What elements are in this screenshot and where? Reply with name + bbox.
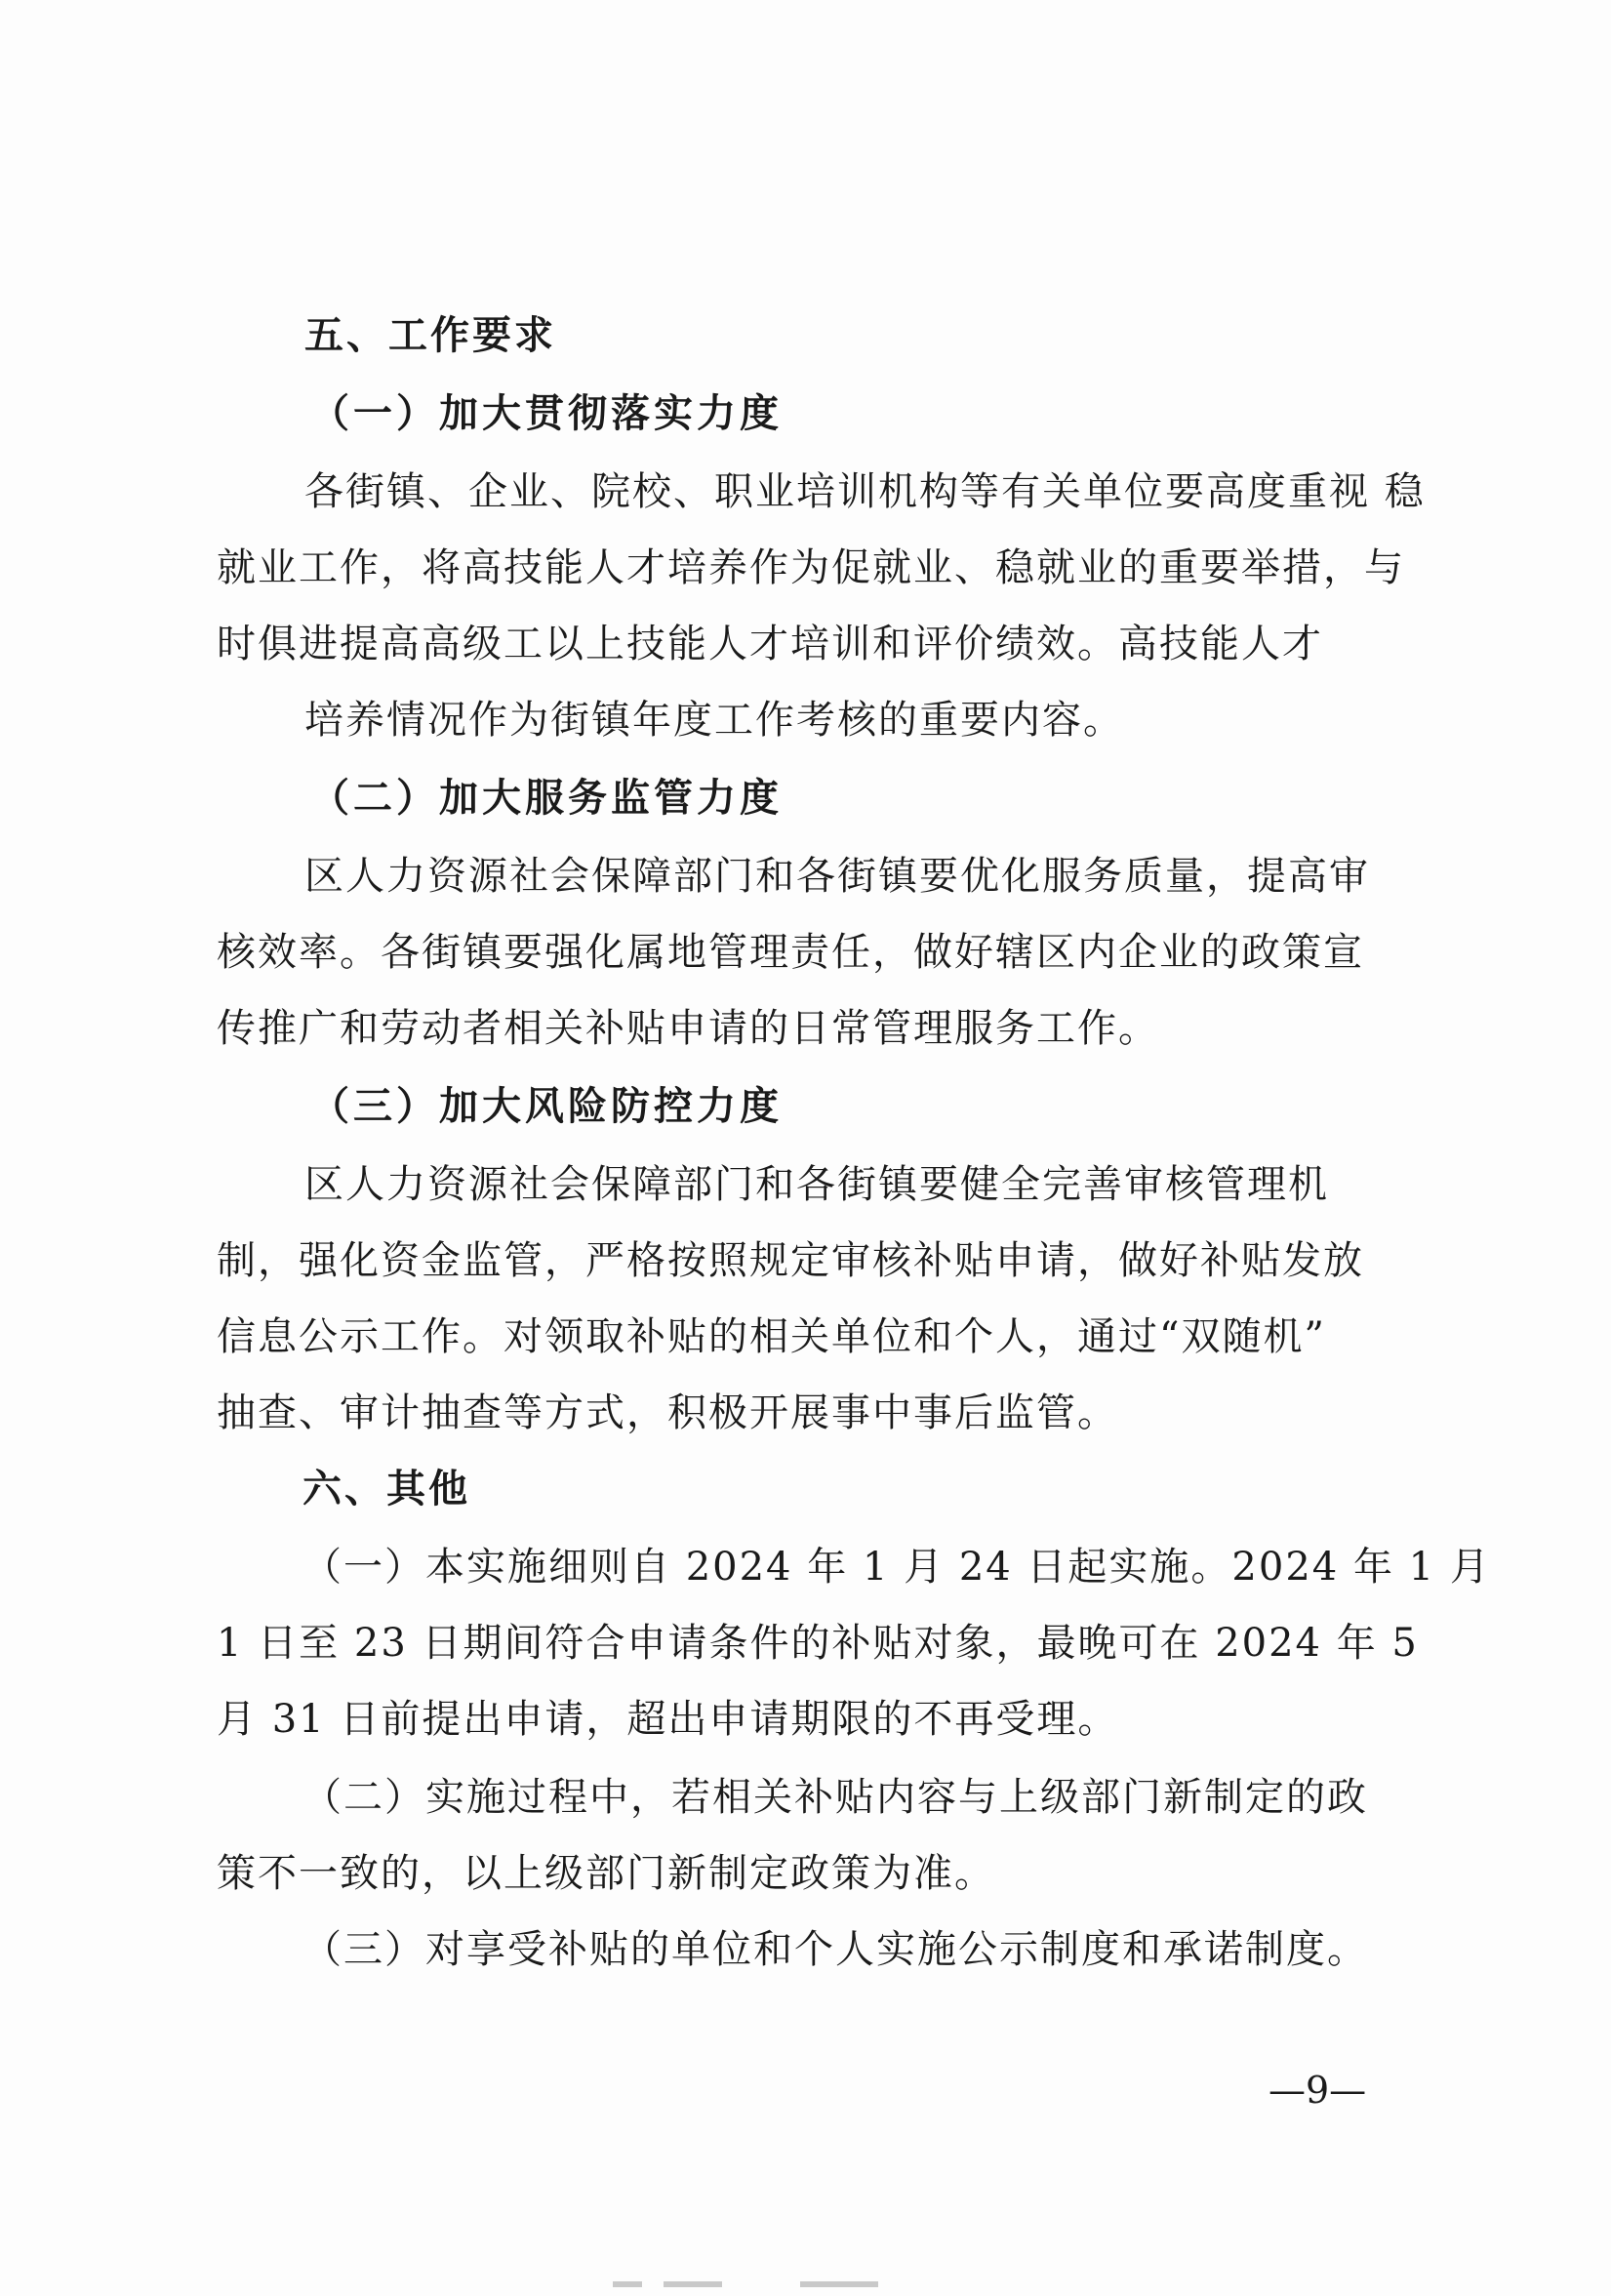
paragraph-line: 区人力资源社会保障部门和各街镇要优化服务质量，提高审: [304, 854, 1370, 899]
scan-artifact: [664, 2281, 722, 2287]
paragraph-line: 策不一致的，以上级部门新制定政策为准。: [217, 1851, 995, 1896]
paragraph-line: 区人力资源社会保障部门和各街镇要健全完善审核管理机: [304, 1162, 1329, 1207]
subsection-title-service-supervision: （二）加大服务监管力度: [310, 775, 783, 821]
paragraph-line: 月 31 日前提出申请，超出申请期限的不再受理。: [217, 1697, 1119, 1742]
paragraph-line: 抽查、审计抽查等方式，积极开展事中事后监管。: [217, 1390, 1118, 1435]
paragraph-line: 核效率。各街镇要强化属地管理责任，做好辖区内企业的政策宣: [217, 930, 1364, 975]
subsection-title-implementation: （一）加大贯彻落实力度: [310, 390, 783, 436]
paragraph-line: 时俱进提高高级工以上技能人才培训和评价绩效。高技能人才: [217, 622, 1323, 666]
paragraph-line: 培养情况作为街镇年度工作考核的重要内容。: [304, 698, 1124, 743]
paragraph-line: （三）对享受补贴的单位和个人实施公示制度和承诺制度。: [302, 1927, 1368, 1972]
scan-artifact: [613, 2281, 642, 2287]
paragraph-line: （二）实施过程中，若相关补贴内容与上级部门新制定的政: [302, 1775, 1368, 1820]
section-heading-work-requirements: 五、工作要求: [304, 313, 556, 358]
page-number: —9—: [1269, 2069, 1367, 2112]
subsection-title-risk-control: （三）加大风险防控力度: [310, 1083, 783, 1129]
scan-artifact: [800, 2281, 878, 2287]
paragraph-line: 1 日至 23 日期间符合申请条件的补贴对象，最晚可在 2024 年 5: [217, 1621, 1419, 1666]
paragraph-line: 传推广和劳动者相关补贴申请的日常管理服务工作。: [217, 1006, 1159, 1051]
paragraph-line: 就业工作，将高技能人才培养作为促就业、稳就业的重要举措，与: [217, 545, 1405, 590]
paragraph-line: （一）本实施细则自 2024 年 1 月 24 日起实施。2024 年 1 月: [302, 1545, 1491, 1590]
paragraph-line: 信息公示工作。对领取补贴的相关单位和个人，通过“双随机”: [217, 1314, 1326, 1359]
section-heading-other: 六、其他: [302, 1467, 470, 1511]
paragraph-line: 制，强化资金监管，严格按照规定审核补贴申请，做好补贴发放: [217, 1238, 1364, 1283]
paragraph-line: 各街镇、企业、院校、职业培训机构等有关单位要高度重视 稳: [304, 469, 1426, 514]
